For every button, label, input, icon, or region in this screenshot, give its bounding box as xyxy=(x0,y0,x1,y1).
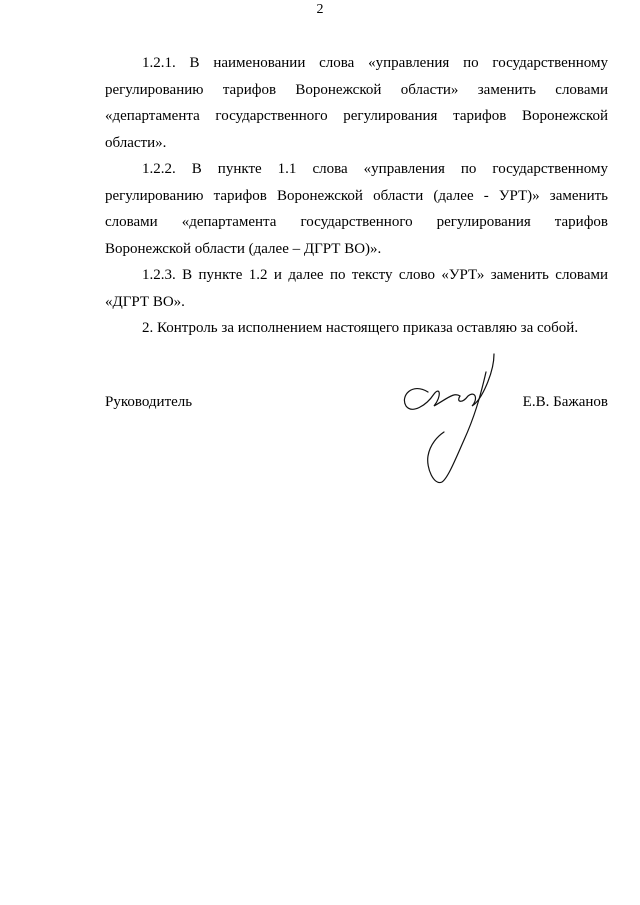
document-body xyxy=(105,50,608,342)
paragraph-2: 2. Контроль за исполнением настоящего приказа оставляю за собой. xyxy=(142,320,579,336)
paragraph-1-2-3: 1.2.3. В пункте 1.2 и далее по тексту слово «УРТ» заменить словами «ДГРТ ВО». xyxy=(105,267,608,310)
paragraph-1-2-2: 1.2.2. В пункте 1.1 слова «управления по государственному регулированию тарифов Воронежской области (далее - УРТ)» заменить словами «департамента государственного регулирования тарифов Воронежской области (далее – ДГРТ ВО)». xyxy=(105,161,608,257)
signatory-position: Руководитель xyxy=(105,394,193,410)
page-number: 2 xyxy=(316,2,324,17)
signatory-name: Е.В. Бажанов xyxy=(522,394,608,410)
handwritten-signature xyxy=(398,348,508,488)
paragraph-1-2-1: 1.2.1. В наименовании слова «управления по государственному регулированию тарифов Воронежской области» заменить словами «департамента государственного регулирования тарифов Воронежской области». xyxy=(105,55,608,151)
